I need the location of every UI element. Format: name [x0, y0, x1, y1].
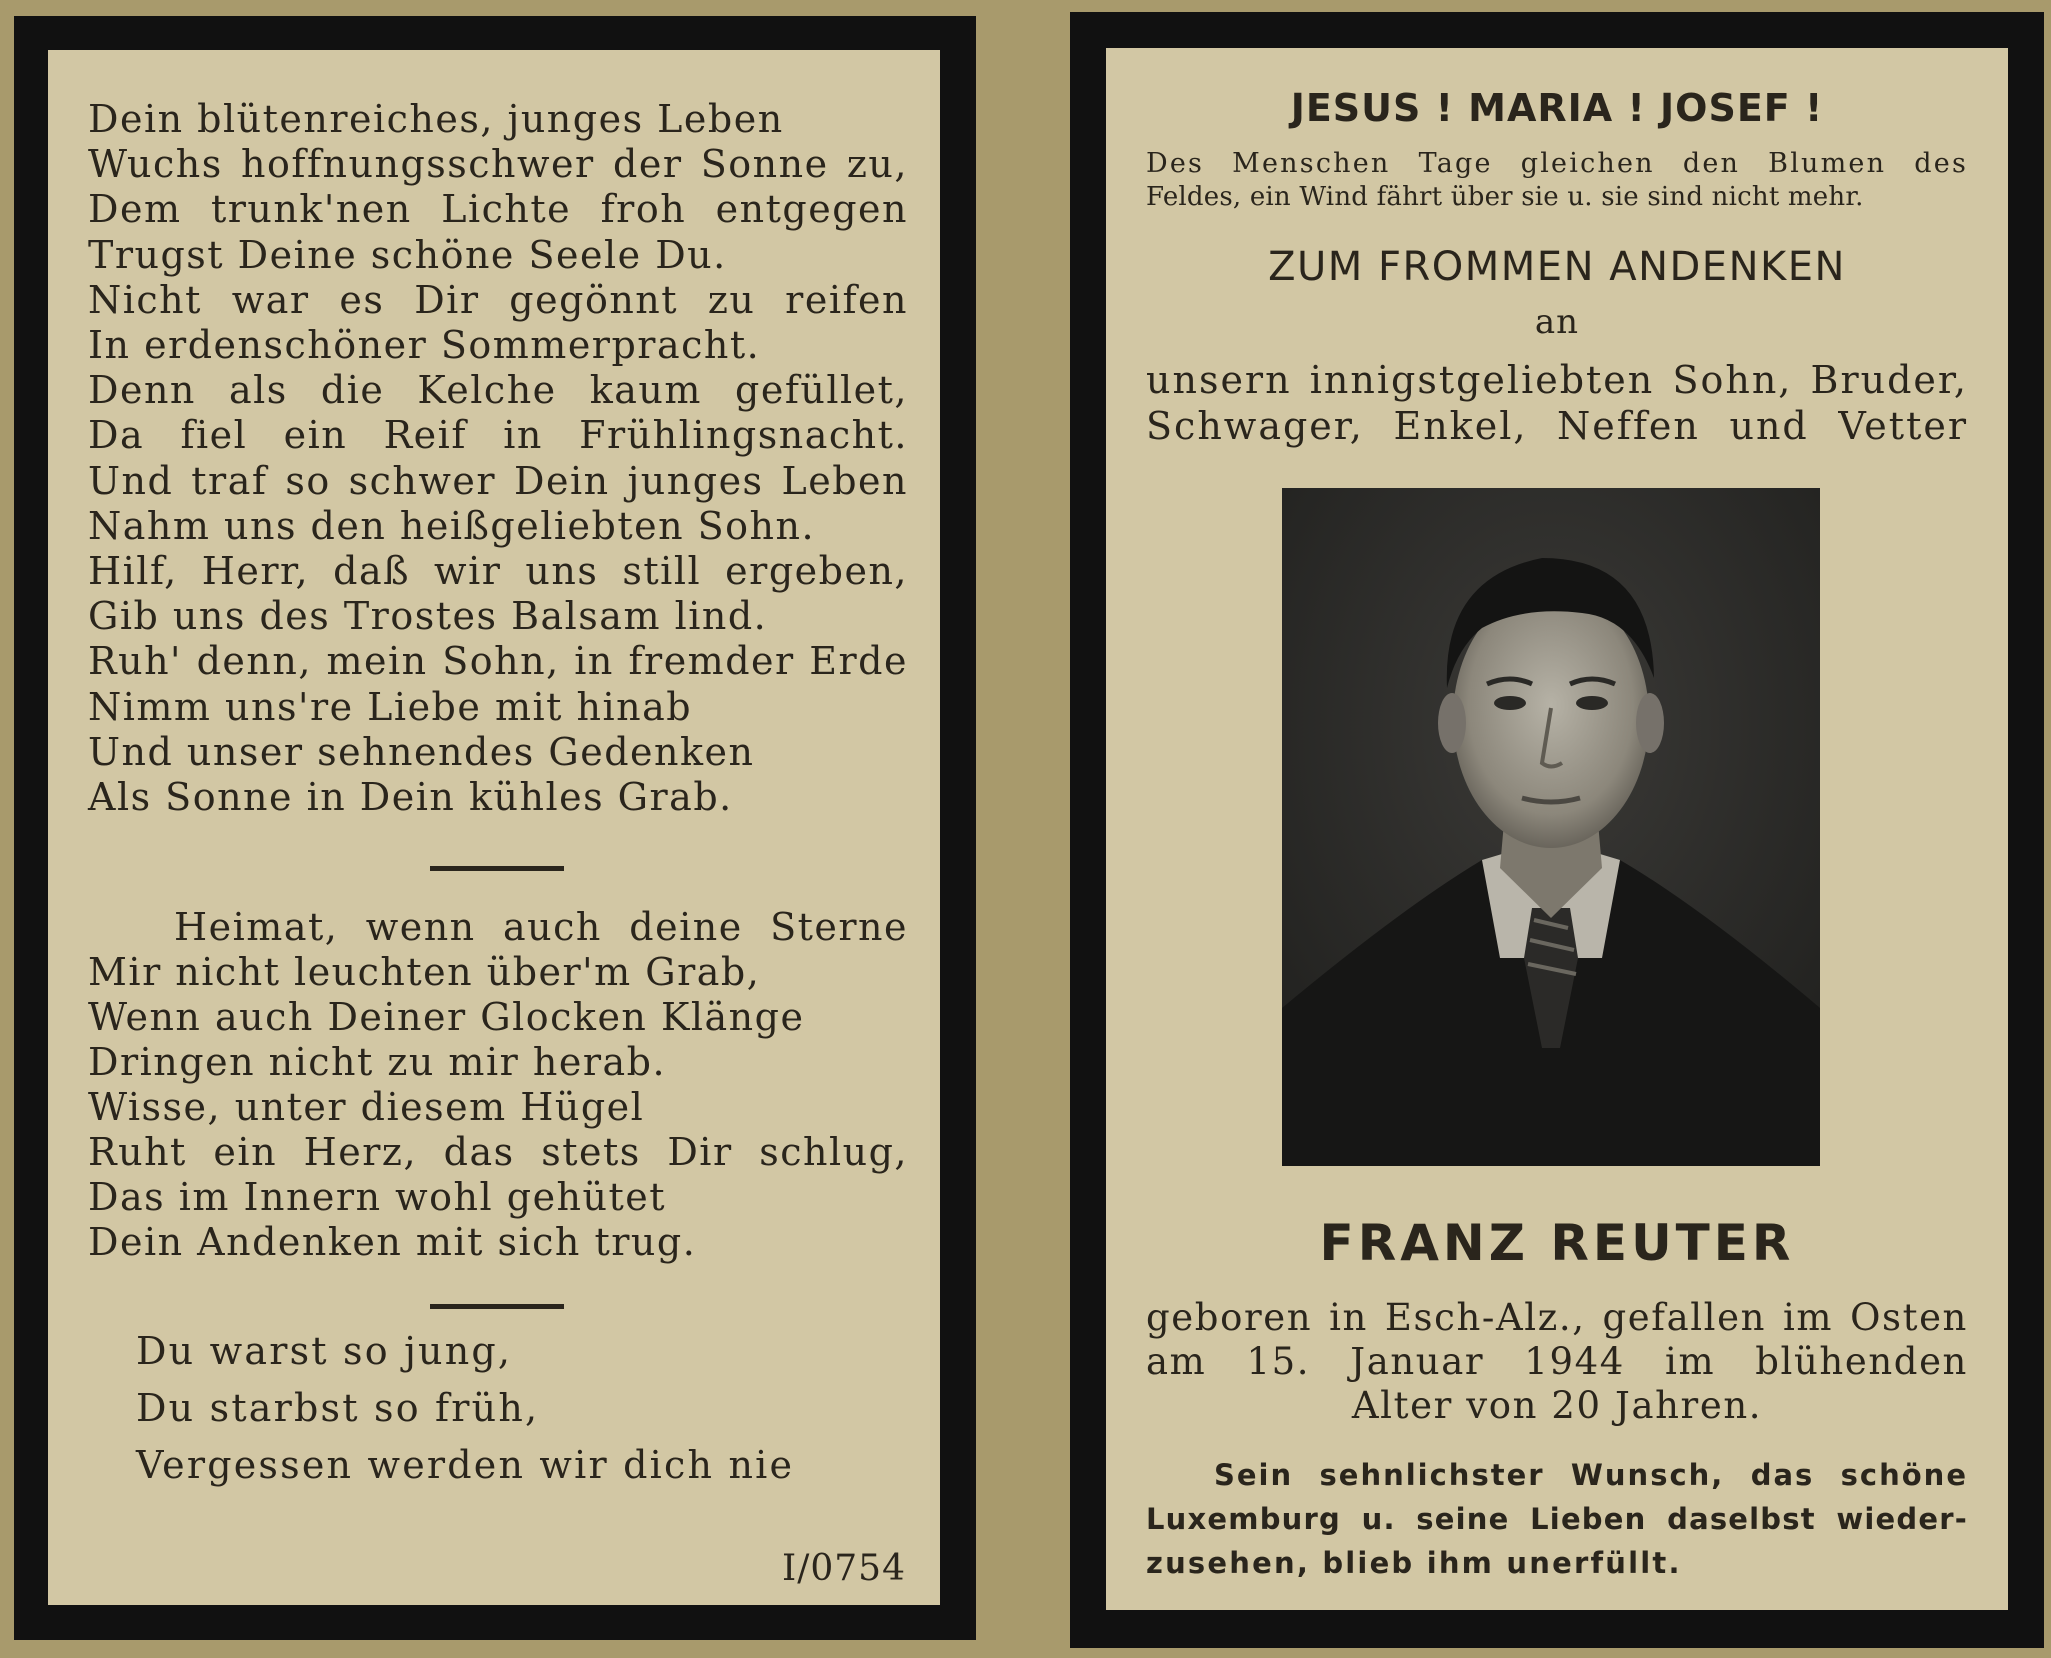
poem-line: Dein Andenken mit sich trug. — [88, 1220, 697, 1264]
invocation-heading: JESUS ! MARIA ! JOSEF ! — [1290, 86, 1824, 130]
memorial-heading-an: an — [1534, 302, 1580, 342]
poem-line: Nicht war es Dir gegönnt zu reifen — [88, 277, 908, 322]
poem-line: Hilf, Herr, daß wir uns still ergeben, — [88, 549, 908, 593]
poem-line: Wisse, unter diesem Hügel — [88, 1085, 645, 1129]
right-memorial-panel — [1070, 12, 2044, 1648]
poem-line: Das im Innern wohl gehütet — [88, 1175, 667, 1219]
divider-rule — [430, 1304, 564, 1309]
left-memorial-panel — [14, 16, 976, 1640]
poem-line: Ruh' denn, mein Sohn, in fremder Erde — [88, 639, 908, 684]
poem-line: Und unser sehnendes Gedenken — [88, 729, 755, 774]
relations-line-2: Schwager, Enkel, Neffen und Vetter — [1146, 404, 1968, 448]
scripture-line-1: Des Menschen Tage gleichen den Blumen des — [1146, 148, 1968, 179]
relations-line-1: unsern innigstgeliebten Sohn, Bruder, — [1146, 358, 1968, 402]
details-line-3: Alter von 20 Jahren. — [1351, 1384, 1763, 1427]
poem-line: Dein blütenreiches, junges Leben — [88, 97, 784, 141]
poem-line: Vergessen werden wir dich nie — [136, 1443, 795, 1487]
poem-line: Wuchs hoffnungsschwer der Sonne zu, — [88, 142, 908, 187]
poem-line: Du warst so jung, — [136, 1329, 513, 1373]
memorial-heading: ZUM FROMMEN ANDENKEN — [1268, 244, 1846, 290]
poem-line: Als Sonne in Dein kühles Grab. — [88, 775, 733, 819]
poem-line: Denn als die Kelche kaum gefüllet, — [88, 368, 908, 413]
poem-line: Gib uns des Trostes Balsam lind. — [88, 594, 768, 639]
wish-line-2: Luxemburg u. seine Lieben daselbst wieder- — [1146, 1502, 1968, 1536]
portrait-photo-icon — [1282, 488, 1820, 1166]
left-panel-paper — [48, 50, 940, 1605]
poem-line: Ruht ein Herz, das stets Dir schlug, — [88, 1130, 908, 1174]
poem-line: Mir nicht leuchten über'm Grab, — [88, 950, 761, 994]
poem-line: In erdenschöner Sommerpracht. — [88, 323, 761, 367]
details-line-1: geboren in Esch-Alz., gefallen im Osten — [1146, 1296, 1968, 1339]
portrait-photo — [1282, 488, 1820, 1166]
poem-line: Dem trunk'nen Lichte froh entgegen — [88, 187, 908, 232]
poem-line: Heimat, wenn auch deine Sterne — [174, 905, 908, 949]
deceased-name: FRANZ REUTER — [1319, 1214, 1795, 1272]
poem-line: Trugst Deine schöne Seele Du. — [88, 232, 727, 277]
details-line-2: am 15. Januar 1944 im blühenden — [1146, 1340, 1968, 1383]
poem-line: Da fiel ein Reif in Frühlingsnacht. — [88, 413, 908, 458]
archive-number: I/0754 — [782, 1548, 906, 1589]
poem-line: Nahm uns den heißgeliebten Sohn. — [88, 503, 816, 548]
scripture-line-2: Feldes, ein Wind fährt über sie u. sie sind nicht mehr. — [1146, 182, 1864, 212]
poem-line: Nimm uns're Liebe mit hinab — [88, 684, 693, 729]
right-panel-paper — [1106, 48, 2008, 1610]
wish-line-1: Sein sehnlichster Wunsch, das schöne — [1214, 1458, 1968, 1492]
wish-line-3: zusehen, blieb ihm unerfüllt. — [1146, 1546, 1682, 1580]
poem-line: Und traf so schwer Dein junges Leben — [88, 458, 908, 503]
poem-line: Dringen nicht zu mir herab. — [88, 1040, 667, 1084]
divider-rule — [430, 866, 564, 871]
poem-line: Wenn auch Deiner Glocken Klänge — [88, 995, 805, 1039]
poem-line: Du starbst so früh, — [136, 1386, 540, 1430]
